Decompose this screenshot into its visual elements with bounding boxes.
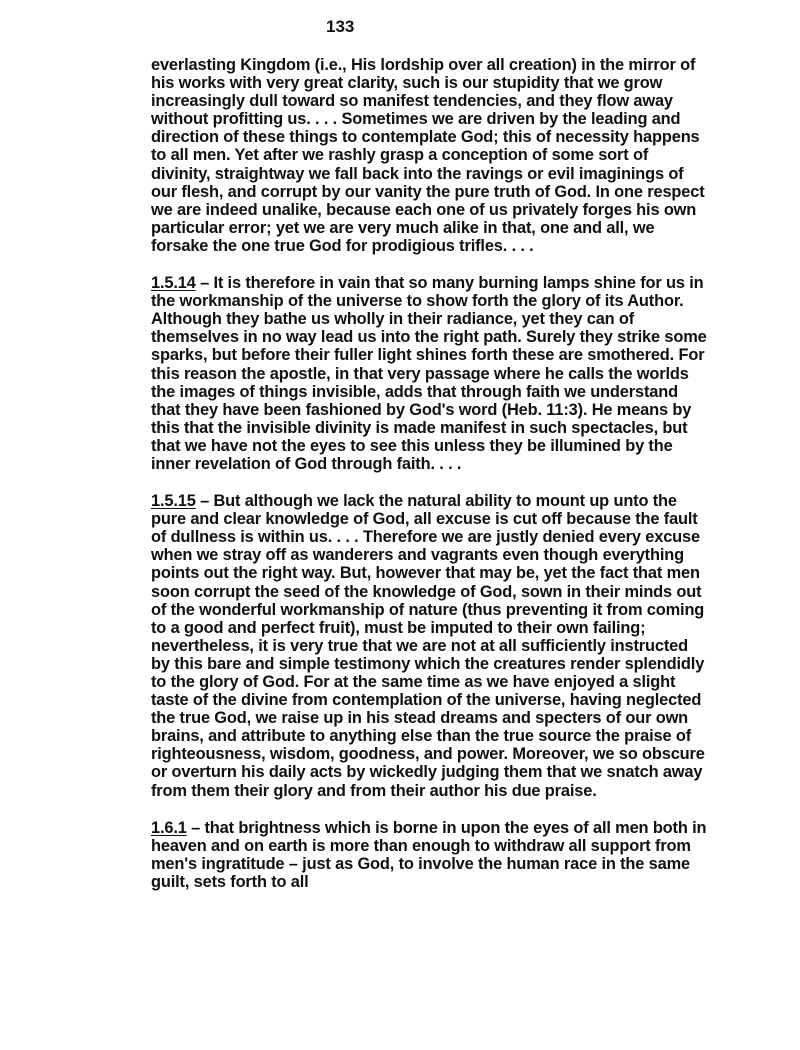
section-text-1-6-1: – that brightness which is borne in upon the eyes of all men both in heaven and on earth is more than enough to withdraw all support from men's ingratitude – just as God, to involve the human race in the same guilt, sets forth to all xyxy=(151,818,707,891)
section-text-1-5-14: – It is therefore in vain that so many burning lamps shine for us in the workmanship of the universe to show forth the glory of its Author. Although they bathe us wholly in their radiance, yet they can of themselves in no way lead us into the right path. Surely they strike some sparks, but before their fuller light shines forth these are smothered. For this reason the apostle, in that very passage where he calls the worlds the images of things invisible, adds that through faith we understand that they have been fashioned by God's word (Heb. 11:3). He means by this that the invisible divinity is made manifest in such spectacles, but that we have not the eyes to see this unless they be illumined by the inner revelation of God through faith. . . . xyxy=(151,274,707,473)
paragraph-1-5-14 xyxy=(151,274,711,473)
paragraph-1-6-1 xyxy=(151,819,711,891)
section-ref-1-5-14: 1.5.14 xyxy=(151,274,196,293)
body-text xyxy=(151,56,711,910)
section-ref-1-6-1: 1.6.1 xyxy=(151,818,187,837)
intro-paragraph: everlasting Kingdom (i.e., His lordship over all creation) in the mirror of his works with very great clarity, such is our stupidity that we grow increasingly dull toward so manifest tendencies, and they flow away without profitting us. . . . Sometimes we are driven by the leading and direction of these things to contemplate God; this of necessity happens to all men. Yet after we rashly grasp a conception of some sort of divinity, straightway we fall back into the ravings or evil imaginings of our flesh, and corrupt by our vanity the pure truth of God. In one respect we are indeed unalike, because each one of us privately forges his own particular error; yet we are very much alike in that, one and all, we forsake the one true God for prodigious trifles. . . . xyxy=(151,56,705,255)
page-number: 133 xyxy=(326,17,355,36)
section-ref-1-5-15: 1.5.15 xyxy=(151,492,196,511)
paragraph-1-5-15 xyxy=(151,492,711,800)
section-text-1-5-15: – But although we lack the natural ability to mount up unto the pure and clear knowledge of God, all excuse is cut off because the fault of dullness is within us. . . . Therefore we are justly denied every excuse when we stray off as wanderers and vagrants even though everything points out the right way. But, however that may be, yet the fact that men soon corrupt the seed of the knowledge of God, sown in their minds out of the wonderful workmanship of nature (thus preventing it from coming to a good and perfect fruit), must be imputed to their own failing; nevertheless, it is very true that we are not at all sufficiently instructed by this bare and simple testimony which the creatures render splendidly to the glory of God. For at the same time as we have enjoyed a slight taste of the divine from contemplation of the universe, having neglected the true God, we raise up in his stead dreams and specters of our own brains, and attribute to anything else than the true source the praise of righteousness, wisdom, goodness, and power. Moreover, we so obscure or overturn his daily acts by wickedly judging them that we snatch away from them their glory and from their author his due praise. xyxy=(151,492,705,800)
